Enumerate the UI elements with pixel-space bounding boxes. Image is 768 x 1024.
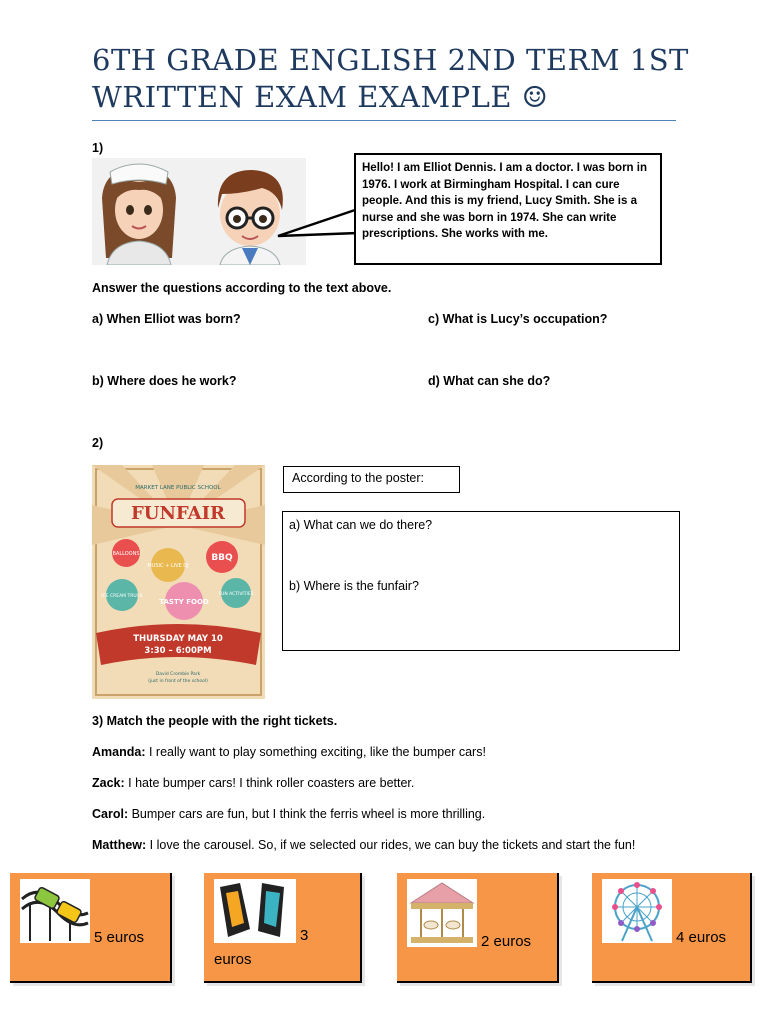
q1-question-a: a) When Elliot was born?	[92, 312, 241, 326]
q3-heading: 3) Match the people with the right tickets.	[92, 714, 338, 728]
q2-question-a: a) What can we do there?	[289, 518, 433, 532]
q3-line-zack: Zack: I hate bumper cars! I think roller coasters are better.	[92, 776, 415, 790]
carousel-icon	[407, 879, 477, 947]
q3-line-amanda: Amanda: I really want to play something exciting, like the bumper cars!	[92, 745, 486, 759]
nurse-doctor-illustration	[92, 158, 306, 265]
ticket-roller-coaster	[10, 873, 172, 983]
poster-balloon-2: MUSIC + LIVE DJ	[147, 563, 189, 569]
poster-balloon-5: TASTY FOOD	[159, 598, 209, 606]
poster-balloon-3: BBQ	[211, 553, 233, 563]
title-line-1: 6TH GRADE ENGLISH 2ND TERM 1ST	[92, 43, 689, 77]
poster-date: THURSDAY MAY 10	[133, 634, 223, 644]
title-line-2: WRITTEN EXAM EXAMPLE ☺	[92, 80, 549, 114]
q2-questions-box	[282, 511, 680, 651]
poster-header: MARKET LANE PUBLIC SCHOOL	[135, 485, 221, 491]
q1-number: 1)	[92, 141, 104, 155]
speech-bubble: Hello! I am Elliot Dennis. I am a doctor. I was born in 1976. I work at Birmingham Hospital. I can cure people. And this is my friend, Lucy Smith. She is a nurse and she was born in 1974. She can write prescriptions. She works with me.	[354, 153, 662, 265]
poster-title: FUNFAIR	[131, 503, 225, 524]
poster-balloon-4: ICE CREAM TRUCK	[101, 594, 143, 599]
speech-tail	[276, 205, 360, 245]
q1-question-d: d) What can she do?	[428, 374, 551, 388]
ticket-carousel	[397, 873, 559, 983]
according-box	[283, 466, 460, 493]
q3-line-matthew: Matthew: I love the carousel. So, if we selected our rides, we can buy the tickets and start the fun!	[92, 838, 636, 852]
q3-line-carol: Carol: Bumper cars are fun, but I think the ferris wheel is more thrilling.	[92, 807, 486, 821]
avatars-image	[92, 158, 306, 265]
funfair-poster-image	[92, 465, 265, 699]
according-label: According to the poster:	[292, 471, 425, 485]
ticket-price-2-unit: euros	[214, 951, 252, 968]
ticket-price-4: 4 euros	[676, 929, 727, 946]
title-divider	[92, 120, 676, 121]
ticket-price-3: 2 euros	[481, 933, 532, 950]
bumper-cars-icon	[214, 879, 296, 943]
poster-time: 3:30 – 6:00PM	[144, 646, 212, 656]
nurse-icon	[102, 164, 176, 265]
roller-coaster-icon	[20, 879, 90, 943]
poster-place-note: (just in front of the school)	[148, 679, 208, 684]
ticket-bumper-cars	[204, 873, 362, 983]
q2-question-b: b) Where is the funfair?	[289, 579, 419, 593]
ticket-ferris-wheel	[592, 873, 752, 983]
poster-balloon-1: BALLOONS	[112, 551, 140, 557]
ticket-price-2-number: 3	[300, 927, 309, 944]
ferris-wheel-icon	[602, 879, 672, 943]
doctor-icon	[218, 170, 283, 265]
poster-balloon-6: FUN ACTIVITIES	[218, 592, 254, 597]
q1-instruction: Answer the questions according to the text above.	[92, 281, 392, 295]
ticket-price-1: 5 euros	[94, 929, 145, 946]
funfair-poster	[92, 465, 265, 699]
page-title	[92, 42, 692, 116]
q1-question-b: b) Where does he work?	[92, 374, 237, 388]
poster-place: David Crombie Park	[155, 672, 201, 677]
q1-question-c: c) What is Lucy’s occupation?	[428, 312, 608, 326]
q2-number: 2)	[92, 436, 104, 450]
